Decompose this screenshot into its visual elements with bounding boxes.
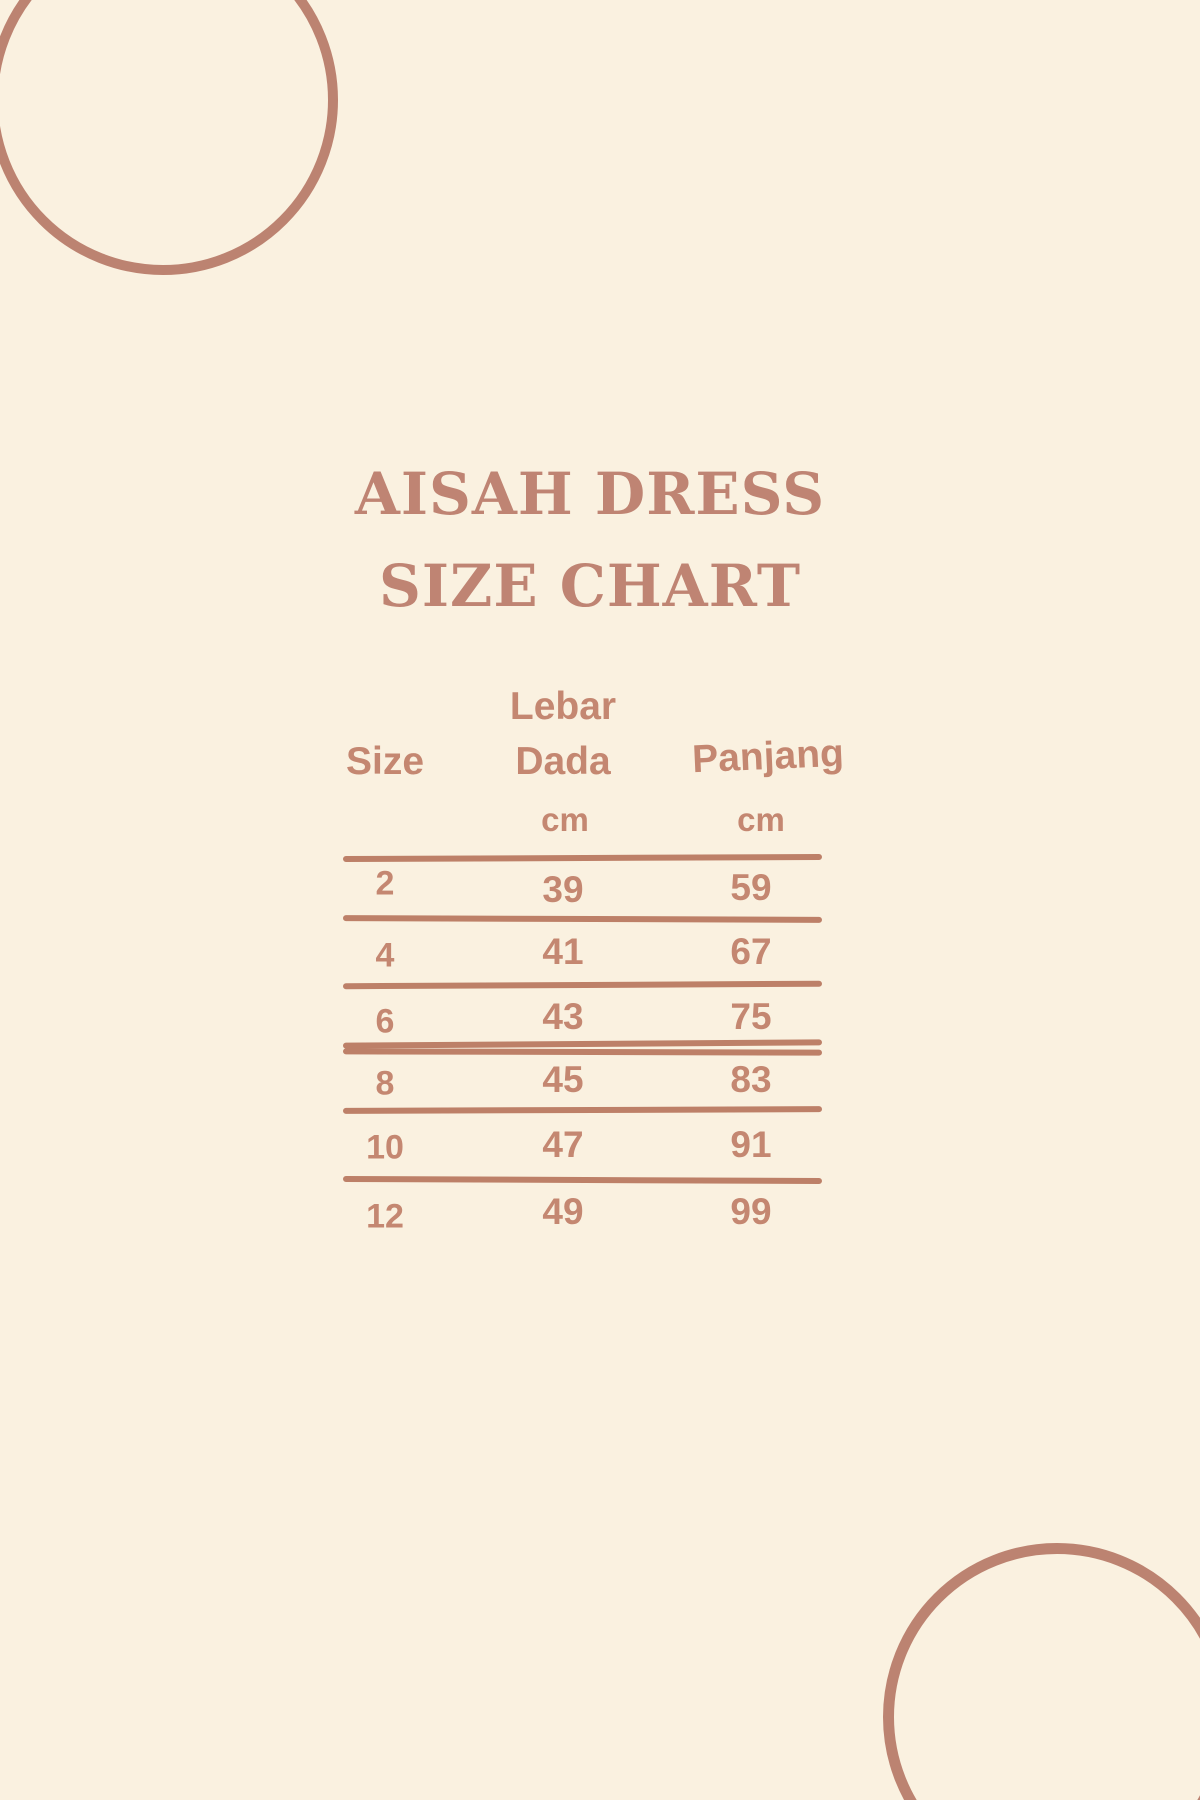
column-header-dada: Dada	[515, 740, 611, 783]
row-12-size: 12	[366, 1197, 404, 1236]
title-line-2: SIZE CHART	[378, 552, 802, 620]
row-2-size: 2	[375, 864, 395, 903]
table-divider	[343, 854, 822, 862]
row-12-lebar: 49	[542, 1191, 584, 1232]
row-2-lebar: 39	[542, 869, 584, 910]
table-divider	[343, 1106, 822, 1114]
size-chart-table	[343, 685, 845, 1270]
row-8-lebar: 45	[542, 1059, 584, 1100]
poster-title	[0, 448, 1180, 632]
column-header-lebar: Lebar	[509, 685, 617, 728]
column-header-size: Size	[345, 740, 425, 783]
row-8-size: 8	[375, 1064, 395, 1103]
row-10-panjang: 91	[730, 1124, 772, 1165]
row-4-lebar: 41	[542, 931, 584, 972]
row-12-panjang: 99	[730, 1191, 772, 1232]
row-4-panjang: 67	[730, 931, 772, 972]
table-divider-double-top	[343, 1039, 822, 1048]
row-2-panjang: 59	[730, 867, 772, 908]
table-divider	[343, 915, 822, 923]
row-6-lebar: 43	[542, 996, 584, 1037]
table-divider-double-bottom	[343, 1048, 822, 1055]
row-10-size: 10	[366, 1128, 404, 1167]
column-header-panjang-unit: cm	[737, 801, 785, 838]
row-4-size: 4	[375, 936, 395, 975]
row-8-panjang: 83	[730, 1059, 772, 1100]
row-6-size: 6	[375, 1002, 395, 1041]
table-divider	[343, 1176, 822, 1184]
decorative-circle-bottom-right	[883, 1543, 1200, 1800]
title-line-1: AISAH DRESS	[354, 460, 826, 528]
table-divider	[343, 981, 822, 990]
column-header-lebar-unit: cm	[541, 801, 589, 838]
column-header-panjang: Panjang	[691, 731, 845, 782]
decorative-circle-top-left	[0, 0, 338, 275]
row-10-lebar: 47	[542, 1124, 584, 1165]
row-6-panjang: 75	[730, 996, 772, 1037]
